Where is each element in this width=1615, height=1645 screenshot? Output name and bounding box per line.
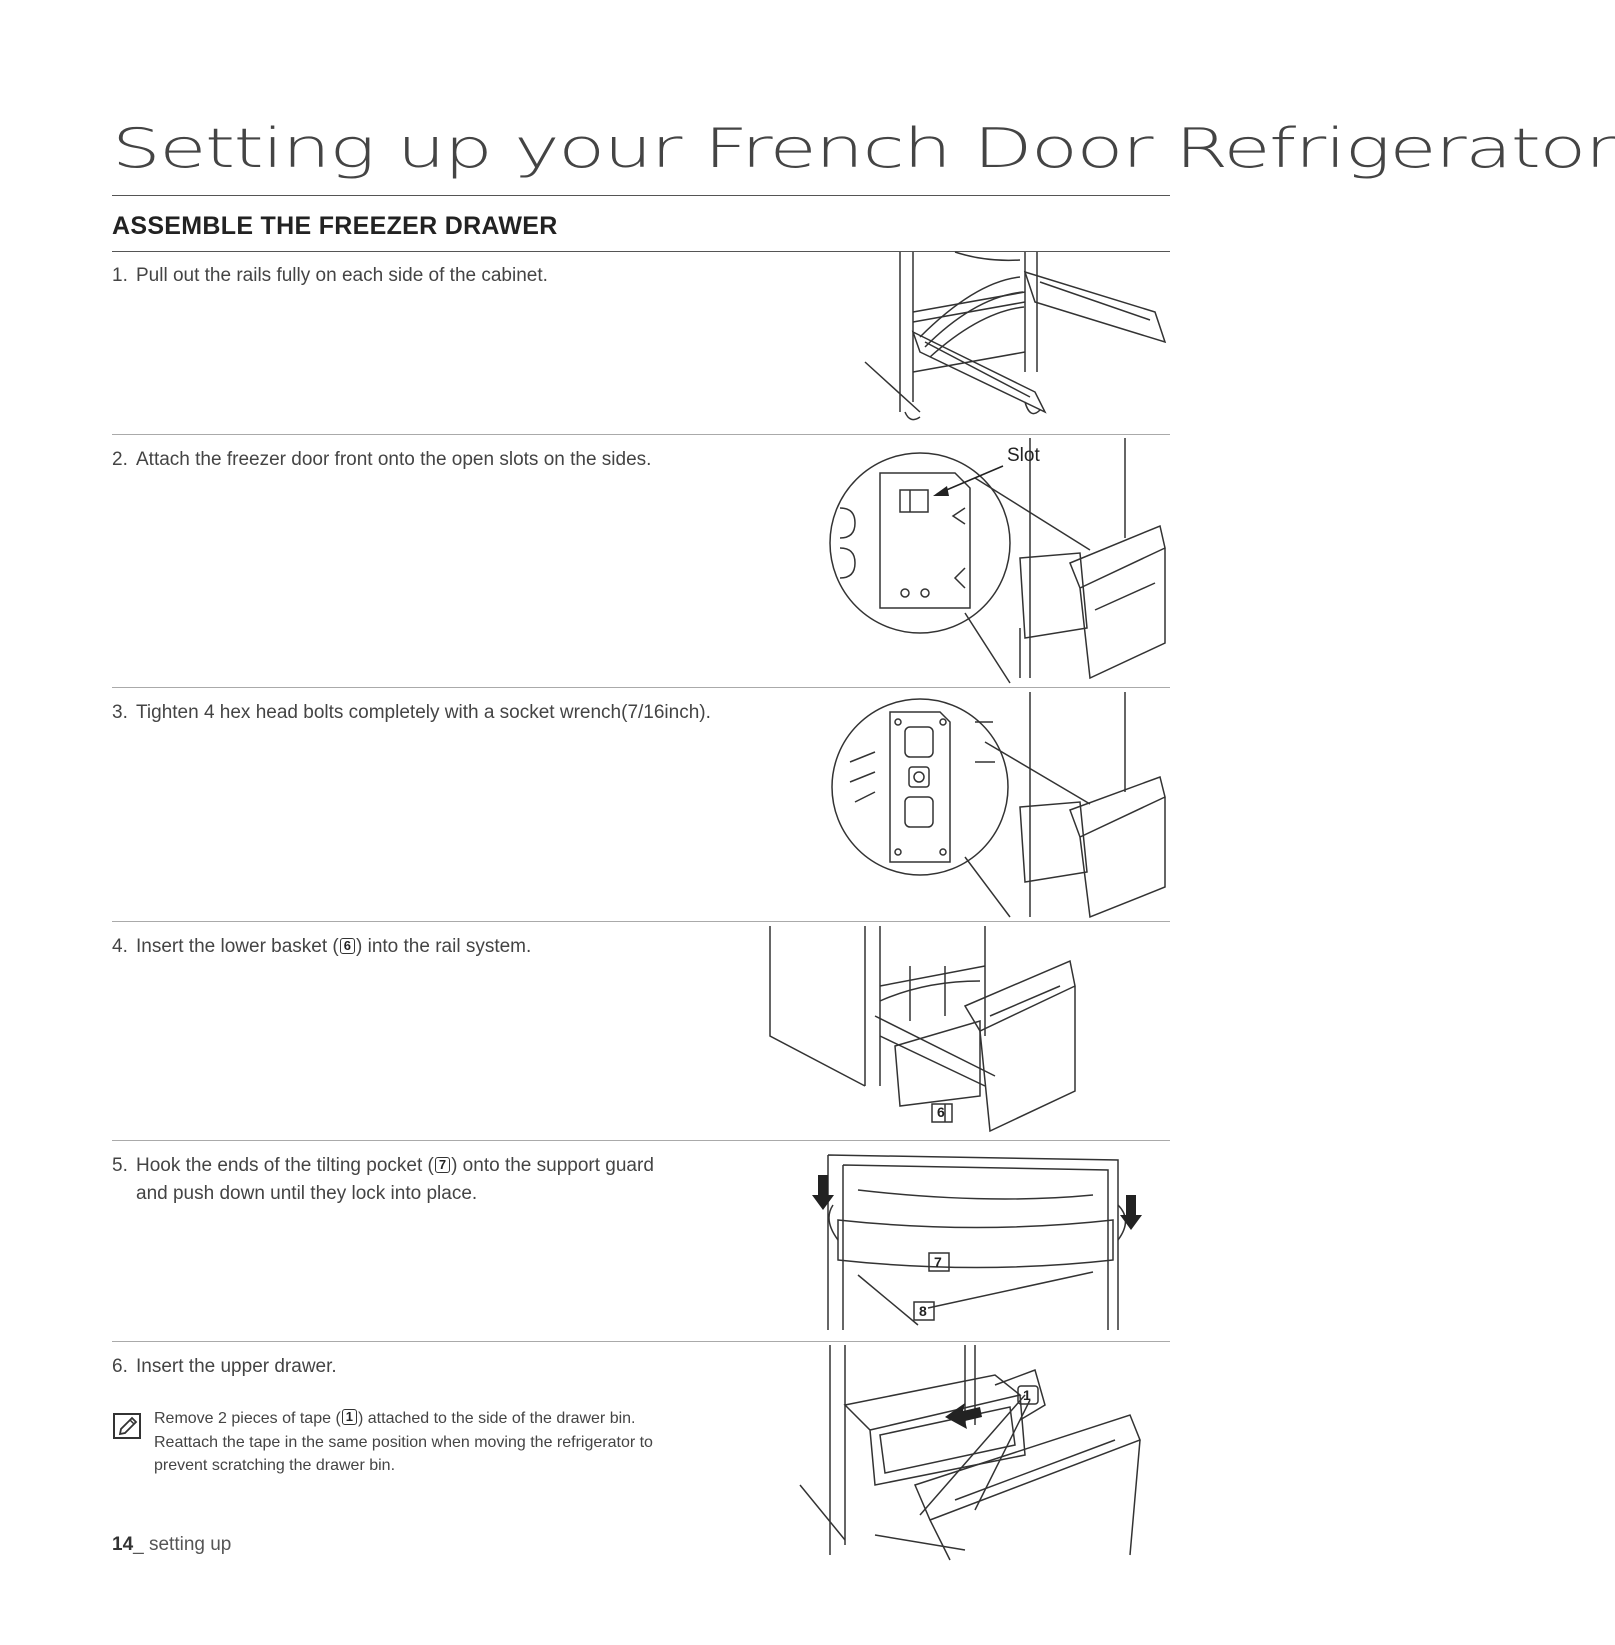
step-3 bbox=[112, 699, 711, 727]
step-5-illustration bbox=[808, 1150, 1170, 1335]
step-5-line-2: and push down until they lock into place. bbox=[136, 1183, 478, 1204]
step-2 bbox=[112, 446, 651, 474]
step-6 bbox=[112, 1353, 337, 1381]
tape-ref-label: 1 bbox=[1023, 1387, 1031, 1403]
step-divider bbox=[112, 434, 1170, 435]
ref-badge: 1 bbox=[342, 1409, 357, 1425]
step-number: 6. bbox=[112, 1356, 128, 1377]
basket-ref-label: 6 bbox=[937, 1104, 945, 1120]
step-number: 4. bbox=[112, 936, 128, 957]
section-heading: ASSEMBLE THE FREEZER DRAWER bbox=[112, 212, 558, 240]
note-line-3: prevent scratching the drawer bin. bbox=[154, 1457, 396, 1474]
step-text: Attach the freezer door front onto the open slots on the sides. bbox=[136, 449, 652, 470]
step-number: 1. bbox=[112, 265, 128, 286]
step-6-illustration bbox=[795, 1345, 1170, 1560]
slot-label: Slot bbox=[1007, 445, 1040, 466]
step-divider bbox=[112, 1341, 1170, 1342]
footer-section: _ setting up bbox=[133, 1534, 232, 1555]
step-1-illustration bbox=[825, 252, 1170, 427]
pocket-ref-label: 7 bbox=[934, 1254, 942, 1270]
note-line-1: Remove 2 pieces of tape ( 1 ) attached to the side of the drawer bin. bbox=[154, 1409, 636, 1427]
step-number: 3. bbox=[112, 702, 128, 723]
step-4 bbox=[112, 933, 531, 961]
step-text: Tighten 4 hex head bolts completely with a socket wrench(7/16inch). bbox=[136, 702, 711, 723]
step-text: ) onto the support guard bbox=[451, 1155, 654, 1176]
step-5 bbox=[112, 1152, 654, 1180]
note-line-2: Reattach the tape in the same position when moving the refrigerator to bbox=[154, 1434, 653, 1451]
ref-badge: 7 bbox=[435, 1157, 450, 1173]
page-title: Setting up your French Door Refrigerator bbox=[112, 117, 1615, 180]
step-1 bbox=[112, 262, 548, 290]
note-pencil-icon bbox=[112, 1412, 144, 1442]
step-number: 5. bbox=[112, 1155, 128, 1176]
title-divider bbox=[112, 195, 1170, 196]
page-number: 14 bbox=[112, 1534, 134, 1555]
step-divider bbox=[112, 1140, 1170, 1141]
step-text: Pull out the rails fully on each side of the cabinet. bbox=[136, 265, 548, 286]
step-divider bbox=[112, 687, 1170, 688]
guard-ref-label: 8 bbox=[919, 1303, 927, 1319]
step-divider bbox=[112, 921, 1170, 922]
step-number: 2. bbox=[112, 449, 128, 470]
step-text: Hook the ends of the tilting pocket ( bbox=[136, 1155, 434, 1176]
ref-badge: 6 bbox=[340, 938, 355, 954]
step-text: Insert the upper drawer. bbox=[136, 1356, 337, 1377]
step-3-illustration bbox=[825, 692, 1170, 920]
page-footer bbox=[112, 1534, 231, 1556]
step-text: ) into the rail system. bbox=[356, 936, 532, 957]
step-text: Insert the lower basket ( bbox=[136, 936, 339, 957]
step-2-illustration bbox=[825, 438, 1170, 683]
step-4-illustration bbox=[765, 926, 1170, 1136]
